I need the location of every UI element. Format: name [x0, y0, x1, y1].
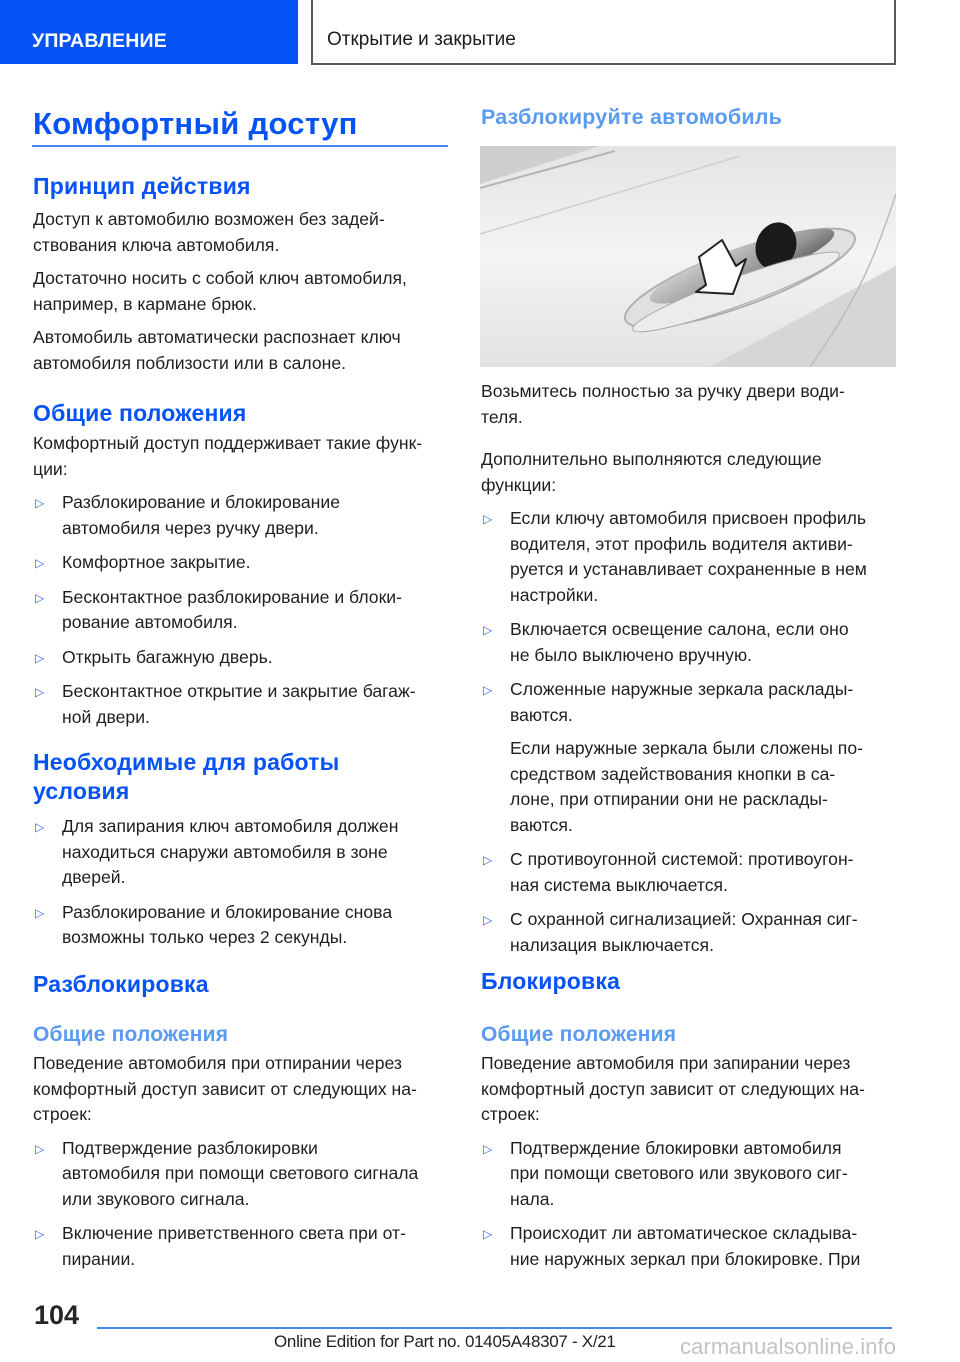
- list-item: ▷ Если ключу автомобиля присвоен профиль водителя, этот профиль водителя активи- руется и устанавливает сохраненные в нем настройки.: [483, 508, 867, 605]
- unlock-settings-list: [33, 1136, 453, 1273]
- bullet-triangle-icon: ▷: [483, 913, 493, 927]
- lock-settings-list: [481, 1136, 901, 1273]
- unlock-functions-list: [481, 506, 901, 958]
- heading-conditions: Необходимые для работы условия: [33, 749, 340, 804]
- section-tab-label: УПРАВЛЕНИЕ: [32, 30, 167, 52]
- list-item: ▷ Включается освещение салона, если оно не было выключено вручную.: [483, 619, 849, 665]
- paragraph: Комфортный доступ поддерживает такие функ- ции:: [33, 433, 423, 479]
- list-item: ▷ Подтверждение блокировки автомобиля при помощи светового или звукового сиг- нала.: [483, 1137, 848, 1209]
- bullet-triangle-icon: ▷: [35, 820, 45, 834]
- watermark: carmanualsonline.info: [680, 1334, 897, 1359]
- paragraph: Дополнительно выполняются следующие функции:: [481, 449, 822, 495]
- bullet-triangle-icon: ▷: [483, 1227, 493, 1241]
- footer-divider: [97, 1327, 892, 1329]
- chapter-header: [311, 0, 896, 65]
- bullet-triangle-icon: ▷: [35, 650, 45, 665]
- mirror-note: Если наружные зеркала были сложены по- средством задействования кнопки в са- лоне, при отпирании они не расклады- ваются.: [510, 738, 863, 835]
- door-handle-image: [480, 146, 896, 367]
- section-unlocking: [33, 970, 453, 1281]
- bullet-triangle-icon: ▷: [483, 683, 493, 697]
- section-general: [33, 399, 453, 739]
- paragraph: Достаточно носить с собой ключ автомобиля, например, в кармане брюк.: [33, 268, 407, 314]
- subheading-general: Общие положения: [481, 1023, 677, 1046]
- list-item: ▷ Подтверждение разблокировки автомобиля при помощи светового сигнала или звукового сигнала.: [35, 1137, 419, 1209]
- heading-general: Общие положения: [33, 400, 247, 426]
- bullet-triangle-icon: ▷: [35, 1227, 45, 1241]
- paragraph: Поведение автомобиля при отпирании через комфортный доступ зависит от следующих на- строек:: [33, 1053, 417, 1124]
- heading-principle: Принцип действия: [33, 173, 251, 199]
- heading-unlock-car: Разблокируйте автомобиль: [481, 105, 783, 129]
- list-item: ▷ Разблокирование и блокирование снова возможны только через 2 секунды.: [35, 901, 393, 947]
- paragraph: Поведение автомобиля при запирании через комфортный доступ зависит от следующих на- строек:: [481, 1053, 865, 1124]
- heading-unlocking: Разблокировка: [33, 971, 209, 997]
- list-item: ▷ Сложенные наружные зеркала расклады- ваются. Если наружные зеркала были сложены по- средством задействования кнопки в са- лоне, при отпирании они не расклады- ваются.: [481, 677, 901, 838]
- section-tab: [0, 0, 298, 64]
- page-title: Комфортный доступ: [33, 106, 358, 141]
- bullet-triangle-icon: ▷: [35, 1141, 45, 1156]
- subheading-general: Общие положения: [33, 1023, 229, 1046]
- section-unlock-car-body: [481, 379, 901, 967]
- list-item: ▷ С охранной сигнализацией: Охранная сиг- нализация выключается.: [483, 909, 858, 955]
- door-handle-illustration: [480, 146, 896, 367]
- bullet-triangle-icon: ▷: [483, 1141, 493, 1156]
- feature-list: [33, 490, 453, 730]
- list-item: ▷ Бесконтактное открытие и закрытие багаж- ной двери.: [35, 681, 416, 727]
- title-divider: [32, 145, 448, 147]
- section-conditions: [33, 748, 453, 960]
- list-item: ▷ С противоугонной системой: противоугон- ная система выключается.: [483, 849, 854, 895]
- bullet-triangle-icon: ▷: [35, 496, 45, 510]
- paragraph: Возьмитесь полностью за ручку двери води- теля.: [481, 381, 845, 427]
- edition-text: Online Edition for Part no. 01405A48307 - X/21: [274, 1332, 616, 1351]
- bullet-triangle-icon: ▷: [35, 556, 45, 570]
- list-item: ▷ Включение приветственного света при от- пирании.: [35, 1223, 406, 1269]
- list-item: ▷ Для запирания ключ автомобиля должен находиться снаружи автомобиля в зоне дверей.: [35, 816, 399, 887]
- list-item: ▷ Открыть багажную дверь.: [33, 645, 453, 671]
- bullet-triangle-icon: ▷: [35, 905, 45, 920]
- paragraph: Автомобиль автоматически распознает ключ автомобиля поблизости или в салоне.: [33, 327, 401, 373]
- list-item: ▷ Разблокирование и блокирование автомобиля через ручку двери.: [35, 492, 340, 538]
- chapter-title: Открытие и закрытие: [327, 29, 516, 50]
- paragraph: Доступ к автомобилю возможен без задей- ствования ключа автомобиля.: [33, 209, 385, 255]
- bullet-triangle-icon: ▷: [483, 853, 493, 867]
- page-number: 104: [34, 1300, 80, 1330]
- bullet-triangle-icon: ▷: [483, 512, 493, 526]
- list-item: ▷ Комфортное закрытие.: [33, 550, 453, 576]
- section-unlock-car: [481, 104, 901, 131]
- section-principle: [33, 172, 453, 376]
- conditions-list: [33, 814, 453, 951]
- bullet-triangle-icon: ▷: [35, 590, 45, 605]
- heading-locking: Блокировка: [481, 968, 621, 994]
- bullet-triangle-icon: ▷: [483, 623, 493, 637]
- section-locking: [481, 967, 901, 1281]
- bullet-triangle-icon: ▷: [35, 685, 45, 699]
- list-item: ▷ Происходит ли автоматическое складыва- ние наружных зеркал при блокировке. При: [483, 1223, 861, 1269]
- list-item: ▷ Бесконтактное разблокирование и блоки- рование автомобиля.: [35, 586, 402, 632]
